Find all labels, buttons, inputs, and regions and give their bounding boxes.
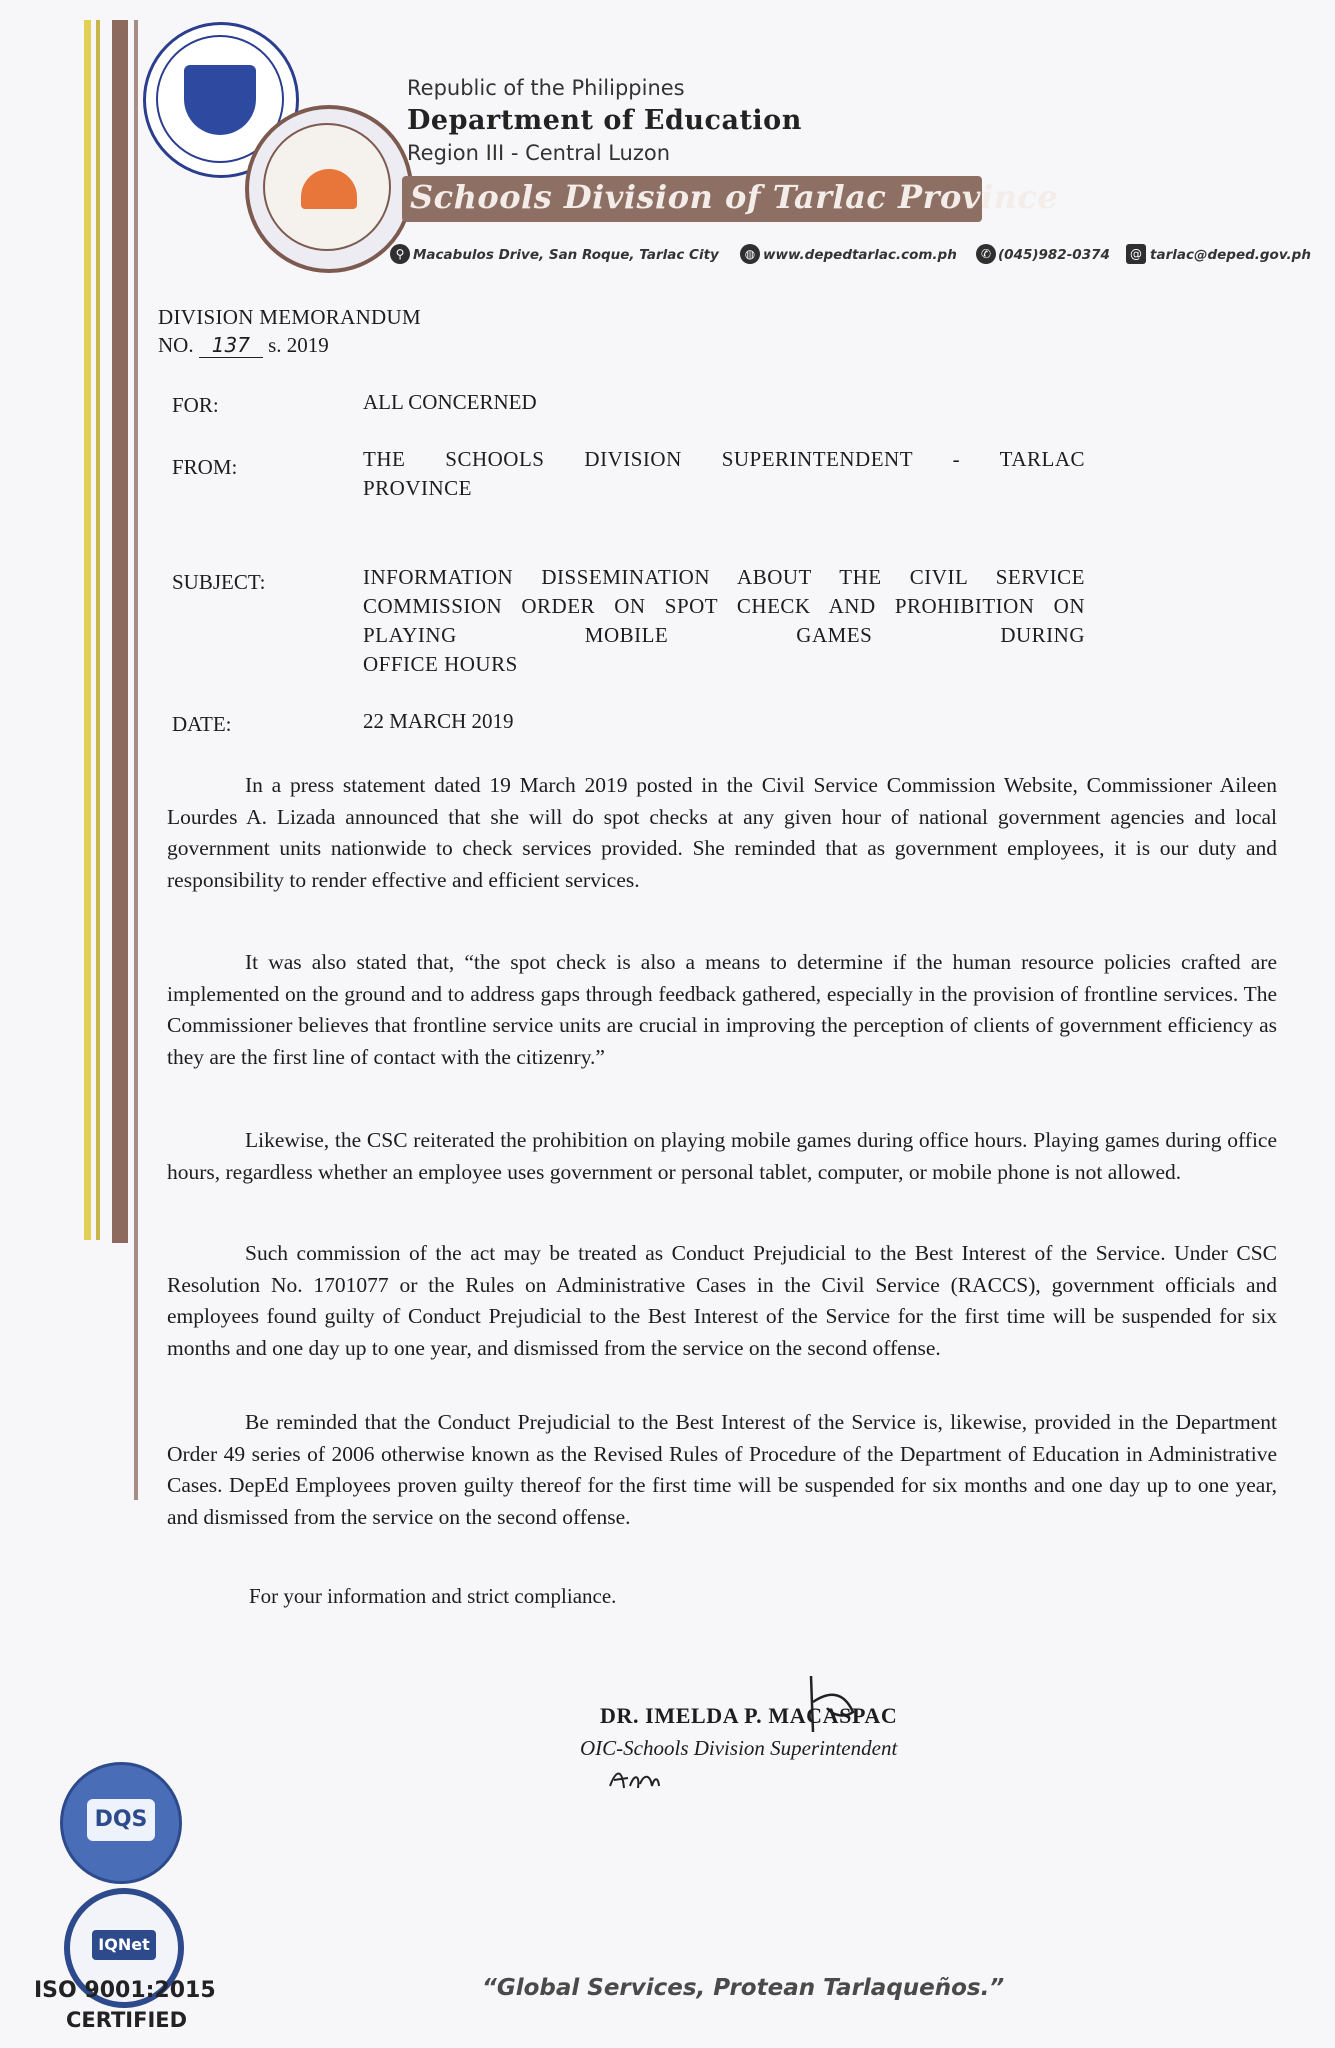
phone-icon: ✆	[976, 244, 996, 264]
closing-line: For your information and strict compliance.	[249, 1584, 617, 1608]
body-paragraph-1	[167, 770, 1277, 896]
letterhead-republic: Republic of the Philippines	[407, 76, 685, 100]
memo-number-line	[158, 333, 329, 358]
paragraph-text: In a press statement dated 19 March 2019 posted in the Civil Service Commission Website, Commissioner Aileen Lourdes A. Lizada announced that she will do spot checks at any given hour of national government agencies and local government units nationwide to check services provided. She reminded that as government employees, it is our duty and responsibility to render effective and efficient services.	[167, 773, 1277, 892]
gold-border-bar	[84, 20, 91, 1240]
body-paragraph-2	[167, 947, 1277, 1073]
subject-line: INFORMATION DISSEMINATION ABOUT THE CIVIL	[363, 565, 968, 589]
date-label: DATE:	[172, 712, 232, 736]
from-value	[363, 445, 1085, 503]
subject-value	[363, 563, 1085, 679]
for-value: ALL CONCERNED	[363, 390, 537, 414]
subject-line: OFFICE HOURS	[363, 652, 518, 676]
contact-phone: (045)982-0374	[998, 247, 1110, 263]
signatory-title: OIC-Schools Division Superintendent	[580, 1736, 898, 1760]
memo-number: 137	[199, 333, 263, 358]
memo-no-prefix: NO.	[158, 333, 194, 357]
from-value-line: PROVINCE	[363, 476, 473, 500]
signatory-name: DR. IMELDA P. MACASPAC	[600, 1703, 898, 1728]
body-paragraph-4	[167, 1238, 1277, 1364]
contact-website: www.depedtarlac.com.ph	[763, 247, 957, 263]
contact-email: tarlac@deped.gov.ph	[1150, 247, 1311, 263]
from-value-line: THE SCHOOLS DIVISION SUPERINTENDENT - TARLAC	[363, 447, 1085, 471]
letterhead-region: Region III - Central Luzon	[407, 141, 671, 165]
brown-border-bar	[112, 20, 128, 1243]
quality-management-badge-icon: DQS	[60, 1762, 182, 1884]
iso-certified-text: CERTIFIED	[66, 2008, 188, 2032]
brown-border-bar-thin	[134, 20, 138, 1500]
subject-line: SERVICE COMMISSION ORDER ON SPOT CHECK AND	[363, 565, 1086, 618]
letterhead-division: Schools Division of Tarlac Province	[410, 178, 1059, 216]
for-label: FOR:	[172, 393, 219, 417]
subject-label: SUBJECT:	[172, 570, 266, 594]
letterhead-department: Department of Education	[407, 105, 802, 136]
contact-address: Macabulos Drive, San Roque, Tarlac City	[413, 247, 719, 263]
body-paragraph-5	[167, 1407, 1277, 1533]
division-tagline: “Global Services, Protean Tarlaqueños.”	[482, 1975, 1005, 2001]
paragraph-text: Likewise, the CSC reiterated the prohibition on playing mobile games during office hours. Playing games during office hours, regardless whether an employee uses government or personal tablet, computer, or mobile phone is not allowed.	[167, 1128, 1277, 1184]
sdo-tarlac-seal-logo	[245, 105, 413, 273]
globe-icon: ◍	[740, 244, 760, 264]
paragraph-text: Be reminded that the Conduct Prejudicial to the Best Interest of the Service is, likewise, provided in the Department Order 49 series of 2006 otherwise known as the Revised Rules of Procedure of the Department of Education in Administrative Cases. DepEd Employees proven guilty thereof for the first time will be suspended for six months and one day up to one year, and dismissed from the service on the second offense.	[167, 1410, 1277, 1529]
date-value: 22 MARCH 2019	[363, 709, 514, 733]
paragraph-text: It was also stated that, “the spot check is also a means to determine if the human resource policies crafted are implemented on the ground and to address gaps through feedback gathered, especially in the provision of frontline services. The Commissioner believes that frontline service units are crucial in improving the perception of clients of government efficiency as they are the first line of contact with the citizenry.”	[167, 950, 1277, 1069]
email-icon: @	[1126, 244, 1146, 264]
handwritten-initials	[606, 1760, 661, 1796]
iqnet-certified-badge-icon: IQNet	[64, 1888, 184, 2008]
location-pin-icon: ⚲	[390, 244, 410, 264]
memo-title: DIVISION MEMORANDUM	[158, 305, 421, 329]
subject-line: PROHIBITION ON PLAYING MOBILE GAMES DURING	[363, 594, 1085, 647]
paragraph-text: Such commission of the act may be treated as Conduct Prejudicial to the Best Interest of the Service. Under CSC Resolution No. 1701077 or the Rules on Administrative Cases in the Civil Service (RACCS), government officials and employees found guilty of Conduct Prejudicial to the Best Interest of the Service for the first time will be suspended for six months and one day up to one year, and dismissed from the service on the second offense.	[167, 1241, 1277, 1360]
gold-border-bar-thin	[96, 20, 100, 1240]
from-label: FROM:	[172, 455, 238, 479]
body-paragraph-3	[167, 1125, 1277, 1188]
memo-series: s. 2019	[268, 333, 329, 357]
iso-standard-text: ISO 9001:2015	[34, 1978, 216, 2003]
